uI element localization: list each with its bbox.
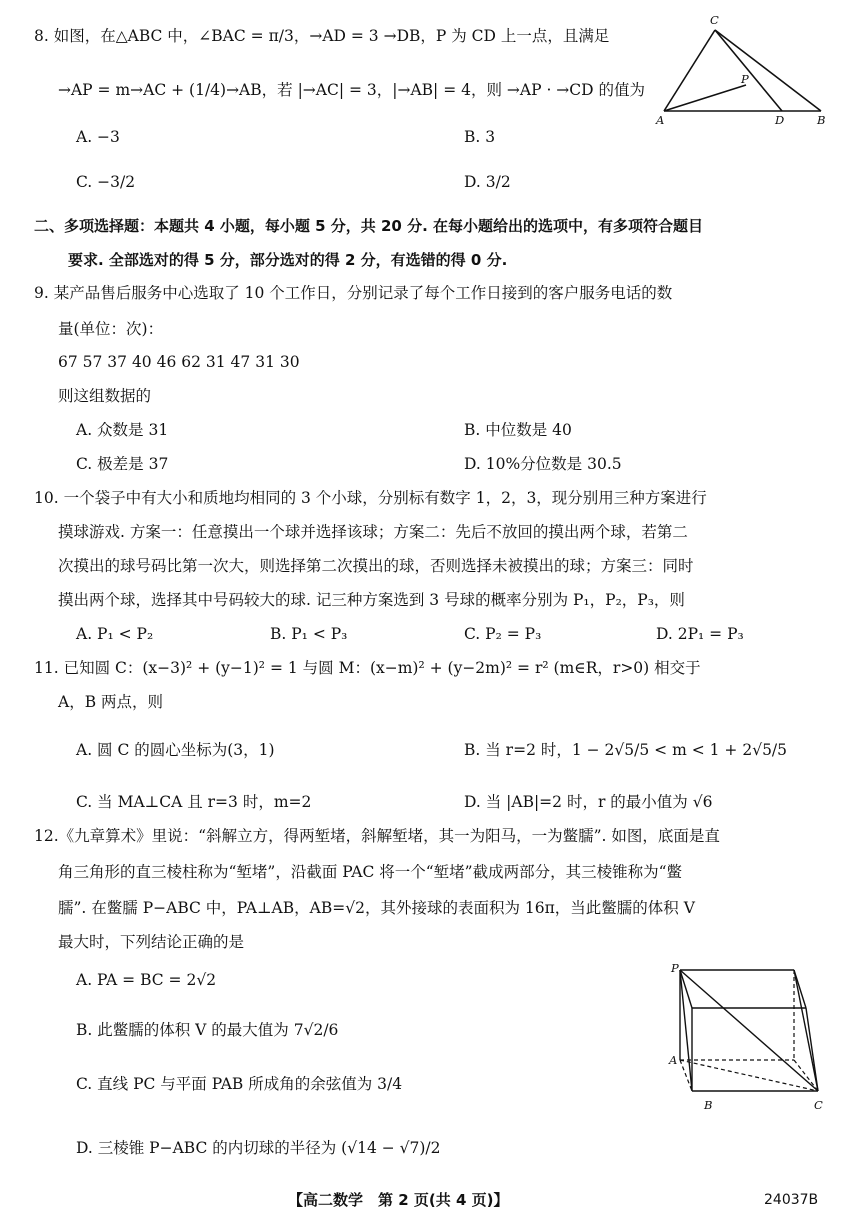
- fig-label-a: A: [656, 113, 665, 127]
- q10-option-d: D. 2P₁ = P₃: [656, 625, 744, 643]
- fig-label-b: B: [817, 113, 826, 127]
- q11-line1: 11. 已知圆 C：(x−3)² + (y−1)² = 1 与圆 M：(x−m)² + (y−2m)² = r² (m∈R，r>0) 相交于: [34, 659, 701, 677]
- q8-option-c: C. −3/2: [76, 173, 136, 191]
- section2-line1: 二、多项选择题：本题共 4 小题，每小题 5 分，共 20 分. 在每小题给出的选项中，有多项符合题目: [34, 217, 704, 235]
- q10-option-b: B. P₁ < P₃: [270, 625, 348, 643]
- q12-line2: 角三角形的直三棱柱称为“堑堵”，沿截面 PAC 将一个“堑堵”截成两部分，其三棱锥称为“鳖: [58, 863, 683, 881]
- footer-title: 【高二数学 第 2 页(共 4 页)】: [288, 1191, 509, 1209]
- q10-line1: 10. 一个袋子中有大小和质地均相同的 3 个小球，分别标有数字 1，2，3，现分别用三种方案进行: [34, 489, 707, 507]
- q10-option-c: C. P₂ = P₃: [464, 625, 542, 643]
- q10-line4: 摸出两个球，选择其中号码较大的球. 记三种方案选到 3 号球的概率分别为 P₁，P₂，P₃，则: [58, 591, 685, 609]
- q12-line3: 臑”. 在鳖臑 P−ABC 中，PA⊥AB，AB=√2，其外接球的表面积为 16π，当此鳖臑的体积 V: [58, 899, 695, 917]
- prism-label-p: P: [671, 961, 679, 975]
- prism-label-b: B: [704, 1098, 713, 1112]
- prism-label-a: A: [669, 1053, 678, 1067]
- fig-label-c: C: [710, 13, 719, 27]
- q10-option-a: A. P₁ < P₂: [76, 625, 154, 643]
- q8-line2: →AP = m→AC + (1/4)→AB，若 |→AC| = 3，|→AB| = 4，则 →AP · →CD 的值为: [58, 81, 645, 99]
- q12-line1: 12.《九章算术》里说：“斜解立方，得两堑堵，斜解堑堵，其一为阳马，一为鳖臑”. 如图，底面是直: [34, 827, 720, 845]
- q12-option-c: C. 直线 PC 与平面 PAB 所成角的余弦值为 3/4: [76, 1075, 403, 1093]
- q10-line3: 次摸出的球号码比第一次大，则选择第二次摸出的球，否则选择未被摸出的球；方案三：同时: [58, 557, 694, 575]
- q9-line2: 量(单位：次)：: [58, 320, 164, 338]
- fig-label-p: P: [741, 72, 749, 86]
- q9-option-c: C. 极差是 37: [76, 455, 169, 473]
- q8-line1: 8. 如图，在△ABC 中，∠BAC = π/3，→AD = 3 →DB，P 为 CD 上一点，且满足: [34, 27, 610, 45]
- q9-option-b: B. 中位数是 40: [464, 421, 572, 439]
- q9-data: 67 57 37 40 46 62 31 47 31 30: [58, 353, 300, 371]
- q12-option-b: B. 此鳖臑的体积 V 的最大值为 7√2/6: [76, 1021, 339, 1039]
- triangle-figure: [650, 10, 840, 130]
- q8-option-d: D. 3/2: [464, 173, 511, 191]
- q9-option-a: A. 众数是 31: [76, 421, 169, 439]
- fig-label-d: D: [775, 113, 785, 127]
- q9-line1: 9. 某产品售后服务中心选取了 10 个工作日，分别记录了每个工作日接到的客户服务电话的数: [34, 284, 673, 302]
- prism-label-c: C: [814, 1098, 823, 1112]
- q8-option-a: A. −3: [76, 128, 120, 146]
- q11-line2: A，B 两点，则: [58, 693, 164, 711]
- q12-option-d: D. 三棱锥 P−ABC 的内切球的半径为 (√14 − √7)/2: [76, 1139, 441, 1157]
- prism-figure: [664, 958, 840, 1118]
- q12-option-a: A. PA = BC = 2√2: [76, 971, 217, 989]
- q9-option-d: D. 10%分位数是 30.5: [464, 455, 622, 473]
- q11-option-d: D. 当 |AB|=2 时，r 的最小值为 √6: [464, 793, 713, 811]
- q11-option-a: A. 圆 C 的圆心坐标为(3，1): [76, 741, 275, 759]
- q9-line3: 则这组数据的: [58, 387, 152, 405]
- footer-code: 24037B: [764, 1192, 819, 1208]
- q11-option-b: B. 当 r=2 时，1 − 2√5/5 < m < 1 + 2√5/5: [464, 741, 788, 759]
- q10-line2: 摸球游戏. 方案一：任意摸出一个球并选择该球；方案二：先后不放回的摸出两个球，若第二: [58, 523, 688, 541]
- q12-line4: 最大时，下列结论正确的是: [58, 933, 245, 951]
- q11-option-c: C. 当 MA⊥CA 且 r=3 时，m=2: [76, 793, 312, 811]
- section2-line2: 要求. 全部选对的得 5 分，部分选对的得 2 分，有选错的得 0 分.: [68, 251, 508, 269]
- q8-option-b: B. 3: [464, 128, 496, 146]
